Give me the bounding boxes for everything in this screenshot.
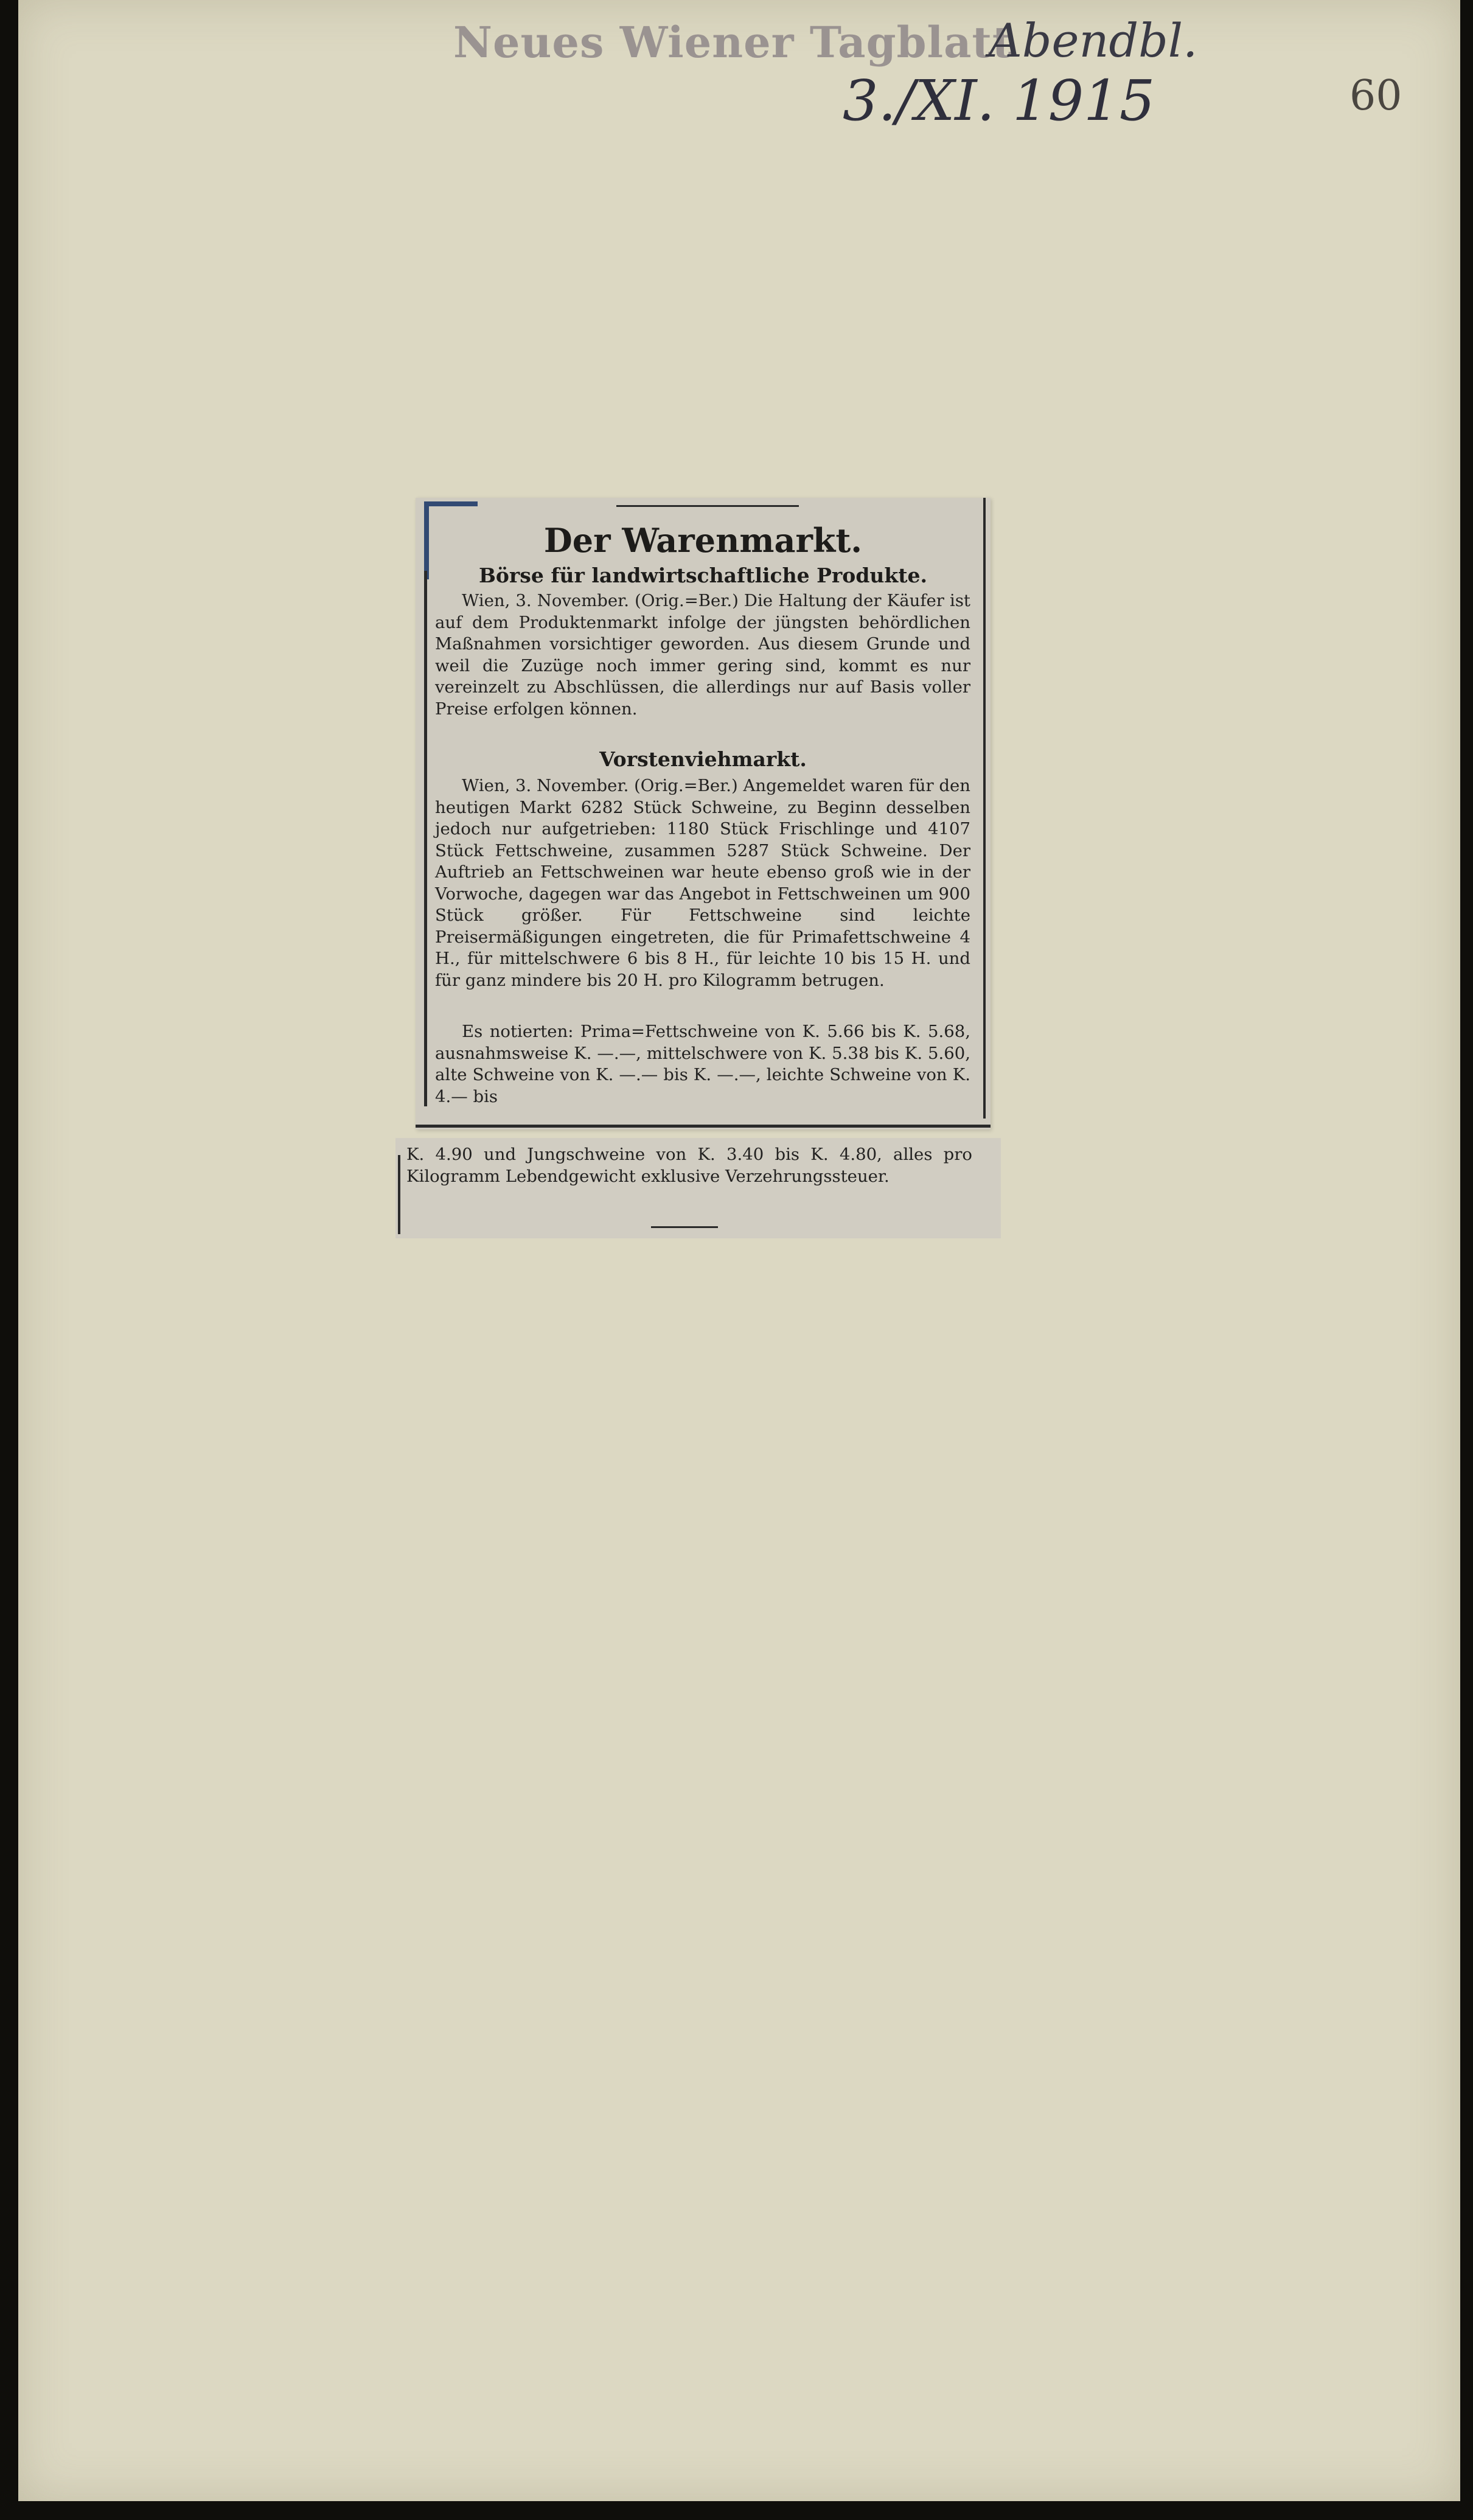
continuation-left-rule [398,1155,400,1234]
section-text-vorstenviehmarkt: Wien, 3. November. (Orig.=Ber.) Angemeldet waren für den heutigen Markt 6282 Stück Schweine, zu Beginn desselben jedoch nur aufgetrieben: 1180 Stück Frischlinge und 4107 Stück Fettschweine, zusammen 5287 Stück Schweine. Der Auftrieb an Fettschweinen war heute ebenso groß wie in der Vorwoche, dagegen war das Angebot in Fettschweinen um 900 Stück größer. Für Fettschweine sind leichte Preisermäßigungen eingetreten, die für Primafettschweine 4 H., für mittelschwere 6 bis 8 H., für leichte 10 bis 15 H. und für ganz mindere bis 20 H. pro Kilogramm betrugen. [435,776,970,990]
column-right-rule [983,498,986,1119]
article-title: Der Warenmarkt. [543,521,863,560]
section-text-boerse: Wien, 3. November. (Orig.=Ber.) Die Haltung der Käufer ist auf dem Produktenmarkt infolge der jüngsten behördlichen Maßnahmen vorsichtiger geworden. Aus diesem Grunde und weil die Zuzüge noch immer gering sind, kommt es nur vereinzelt zu Abschlüssen, die allerdings nur auf Basis voller Preise erfolgen können. [435,591,970,719]
newspaper-clipping-continuation [395,1138,1001,1238]
section-heading-vorstenviehmarkt: Vorstenviehmarkt. [599,747,807,771]
column-left-rule [424,571,427,1106]
column-bottom-rule [416,1125,991,1128]
continued-price-text: K. 4.90 und Jungschweine von K. 3.40 bis K. 4.80, alles pro Kilogramm Lebendgewicht exklusive Verzehrungssteuer. [406,1145,972,1186]
article-end-rule [651,1226,718,1228]
page-number: 60 [1349,72,1402,120]
newspaper-clipping [416,498,991,1129]
handwritten-date: 3./XI. 1915 [843,68,1155,133]
handwritten-edition-note: Abendbl. [989,13,1198,68]
newspaper-name-stamp: Neues Wiener Tagblatt [453,17,1013,68]
archive-sheet [18,0,1460,2501]
price-quotations-text: Es notierten: Prima=Fettschweine von K. 5.66 bis K. 5.68, ausnahmsweise K. —.—, mittelschwere von K. 5.38 bis K. 5.60, alte Schweine von K. —.— bis K. —.—, leichte Schweine von K. 4.— bis [435,1022,970,1106]
column-top-rule [616,505,799,507]
section-heading-boerse: Börse für landwirtschaftliche Produkte. [479,564,927,587]
